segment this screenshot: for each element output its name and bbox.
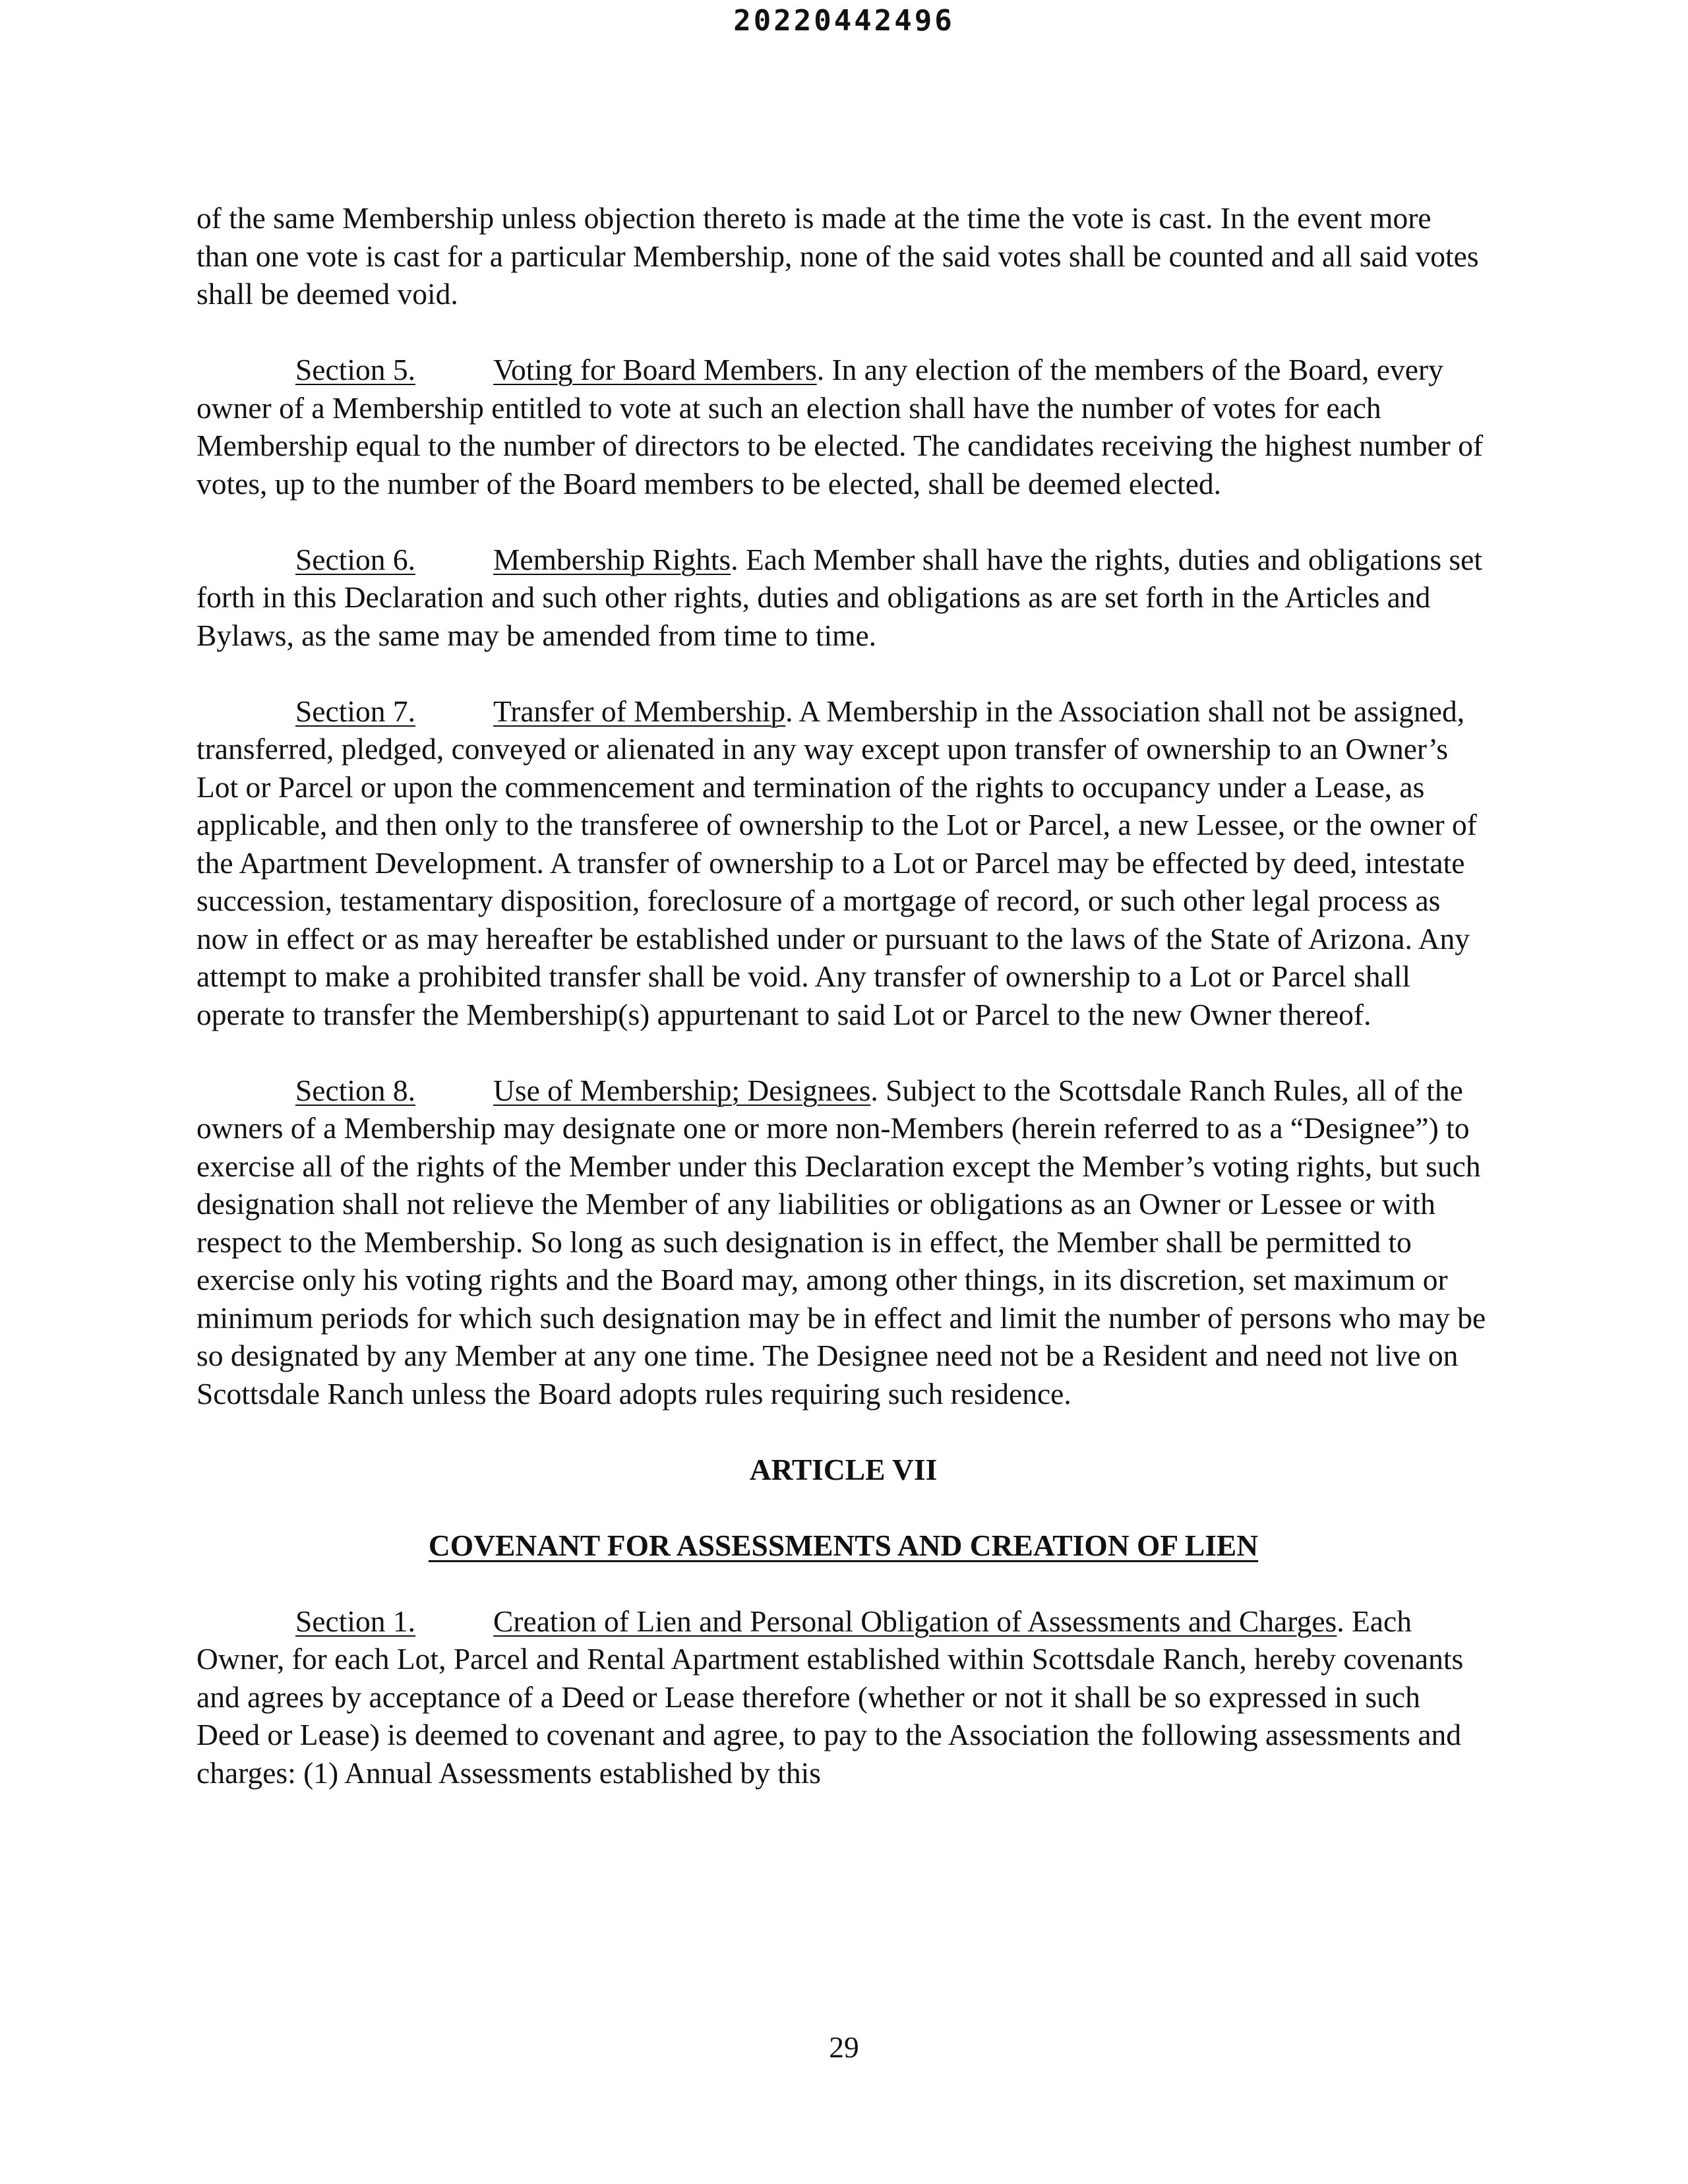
section-5-number: Section 5. <box>295 353 415 386</box>
section-6-paragraph <box>196 541 1490 655</box>
section-8-number: Section 8. <box>295 1073 415 1107</box>
section-7-number: Section 7. <box>295 694 415 728</box>
section-6-title: Membership Rights <box>493 542 731 576</box>
section-8-title: Use of Membership; Designees <box>493 1073 871 1107</box>
section-5-paragraph <box>196 351 1490 502</box>
article-7-section-1-paragraph <box>196 1602 1490 1792</box>
article-number-heading: ARTICLE VII <box>749 1452 938 1486</box>
document-body <box>196 199 1490 1830</box>
section-5-body: . In any election of the members of the Board, every owner of a Membership entitled to vote at such an election shall have the number of votes for each Membership equal to the number of directors to be elected. The candidates receiving the highest number of votes, up to the number of the Board members to be elected, shall be deemed elected. <box>196 353 1484 501</box>
section-6-body: . Each Member shall have the rights, duties and obligations set forth in this Declaration and such other rights, duties and obligations as are set forth in the Articles and Bylaws, as the same may be amended from time to time. <box>196 542 1482 652</box>
section-6-number: Section 6. <box>295 542 415 576</box>
section-8-body: . Subject to the Scottsdale Ranch Rules, all of the owners of a Membership may designate one or more non-Members (herein referred to as a “Designee”) to exercise all of the rights of the Member under this Declaration except the Member’s voting rights, but such designation shall not relieve the Member of any liabilities or obligations as an Owner or Lessee or with respect to the Membership. So long as such designation is in effect, the Member shall be permitted to exercise only his voting rights and the Board may, among other things, in its discretion, set maximum or minimum periods for which such designation may be in effect and limit the number of persons who may be so designated by any Member at any one time. The Designee need not be a Resident and need not live on Scottsdale Ranch unless the Board adopts rules requiring such residence. <box>196 1073 1486 1410</box>
section-7-paragraph <box>196 692 1490 1034</box>
article-7-section-1-body: . Each Owner, for each Lot, Parcel and Rental Apartment established within Scottsdale Ranch, hereby covenants and agrees by acceptance of a Deed or Lease therefore (whether or not it shall be so expressed in such Deed or Lease) is deemed to covenant and agree, to pay to the Association the following assessments and charges: (1) Annual Assessments established by this <box>196 1604 1464 1790</box>
article-7-section-1-number: Section 1. <box>295 1604 415 1638</box>
section-8-paragraph <box>196 1072 1490 1413</box>
section-5-title: Voting for Board Members <box>493 353 817 386</box>
article-title-heading: COVENANT FOR ASSESSMENTS AND CREATION OF LIEN <box>428 1528 1259 1562</box>
section-7-title: Transfer of Membership <box>493 694 786 728</box>
recording-number: 20220442496 <box>733 4 955 38</box>
continuation-paragraph: of the same Membership unless objection thereto is made at the time the vote is cast. In the event more than one vote is cast for a particular Membership, none of the said votes shall be counted and all said votes shall be deemed void. <box>196 201 1479 311</box>
page-number: 29 <box>829 2030 859 2064</box>
section-7-body: . A Membership in the Association shall not be assigned, transferred, pledged, conveyed or alienated in any way except upon transfer of ownership to an Owner’s Lot or Parcel or upon the commencement and termination of the rights to occupancy under a Lease, as applicable, and then only to the transferee of ownership to the Lot or Parcel, a new Lessee, or the owner of the Apartment Development. A transfer of ownership to a Lot or Parcel may be effected by deed, intestate succession, testamentary disposition, foreclosure of a mortgage of record, or such other legal process as now in effect or as may hereafter be established under or pursuant to the laws of the State of Arizona. Any attempt to make a prohibited transfer shall be void. Any transfer of ownership to a Lot or Parcel shall operate to transfer the Membership(s) appurtenant to said Lot or Parcel to the new Owner thereof. <box>196 694 1477 1031</box>
article-7-section-1-title: Creation of Lien and Personal Obligation of Assessments and Charges <box>493 1604 1337 1638</box>
